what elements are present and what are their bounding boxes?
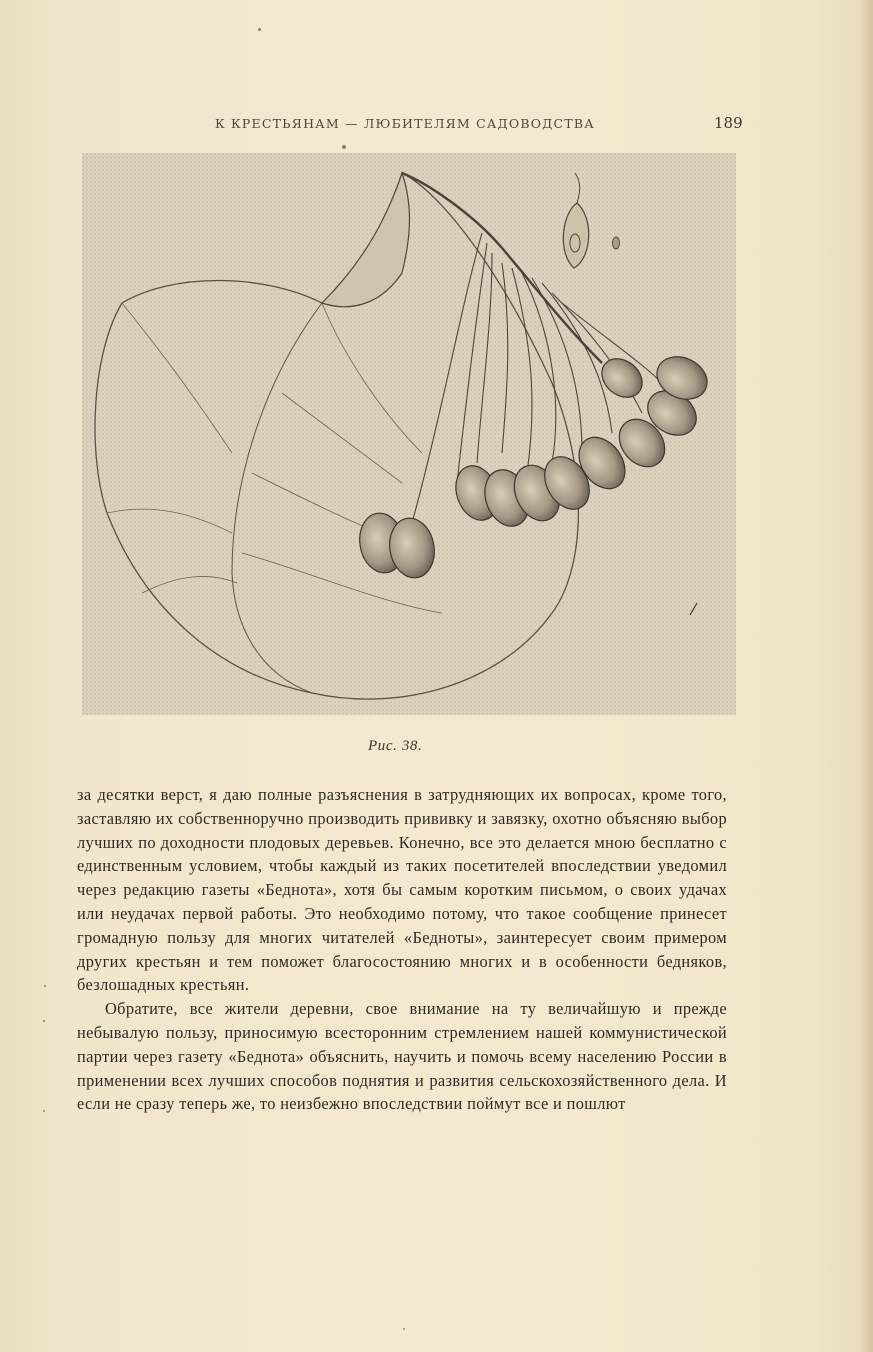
running-head: К КРЕСТЬЯНАМ — ЛЮБИТЕЛЯМ САДОВОДСТВА (215, 116, 595, 131)
paragraph: Обратите, все жители деревни, свое внимание на ту величайшую и прежде небывалую пользу, приносимую всесторонним стремлением нашей коммунистической партии через газету «Беднота» объяснить, научить и помочь всему населению России в применении всех лучших способов поднятия и развития сельскохозяйственного дела. И если не сразу теперь же, то неизбежно впоследствии поймут все и пошлют (77, 999, 727, 1114)
linden-branch-drawing (82, 153, 736, 715)
paper-speck (258, 28, 261, 31)
paper-speck (342, 145, 346, 149)
paper-speck (44, 985, 46, 987)
paper-speck (43, 1110, 45, 1112)
page-number: 189 (714, 114, 743, 132)
paper-speck (43, 1020, 45, 1022)
paper-speck (403, 1328, 405, 1330)
figure-illustration (82, 153, 736, 715)
paragraph: за десятки верст, я даю полные разъяснения в затрудняющих их вопросах, кроме того, заставляю их собственноручно производить прививку и завязку, охотно объясняю выбор лучших по доходности плодовых деревьев. Конечно, все это делается мною бесплатно с единственным условием, чтобы каждый из таких посетителей впоследствии уведомил через редакцию газеты «Беднота», хотя бы самым коротким письмом, о своих удачах или неудачах первой работы. Это необходимо потому, что такое сообщение принесет громадную пользу для многих читателей «Бедноты», заинтересует своим примером других крестьян и тем поможет благосостоянию многих и в особенности бедняков, безлошадных крестьян. (77, 785, 727, 995)
body-text (77, 783, 727, 1116)
figure-caption: Рис. 38. (368, 738, 423, 754)
